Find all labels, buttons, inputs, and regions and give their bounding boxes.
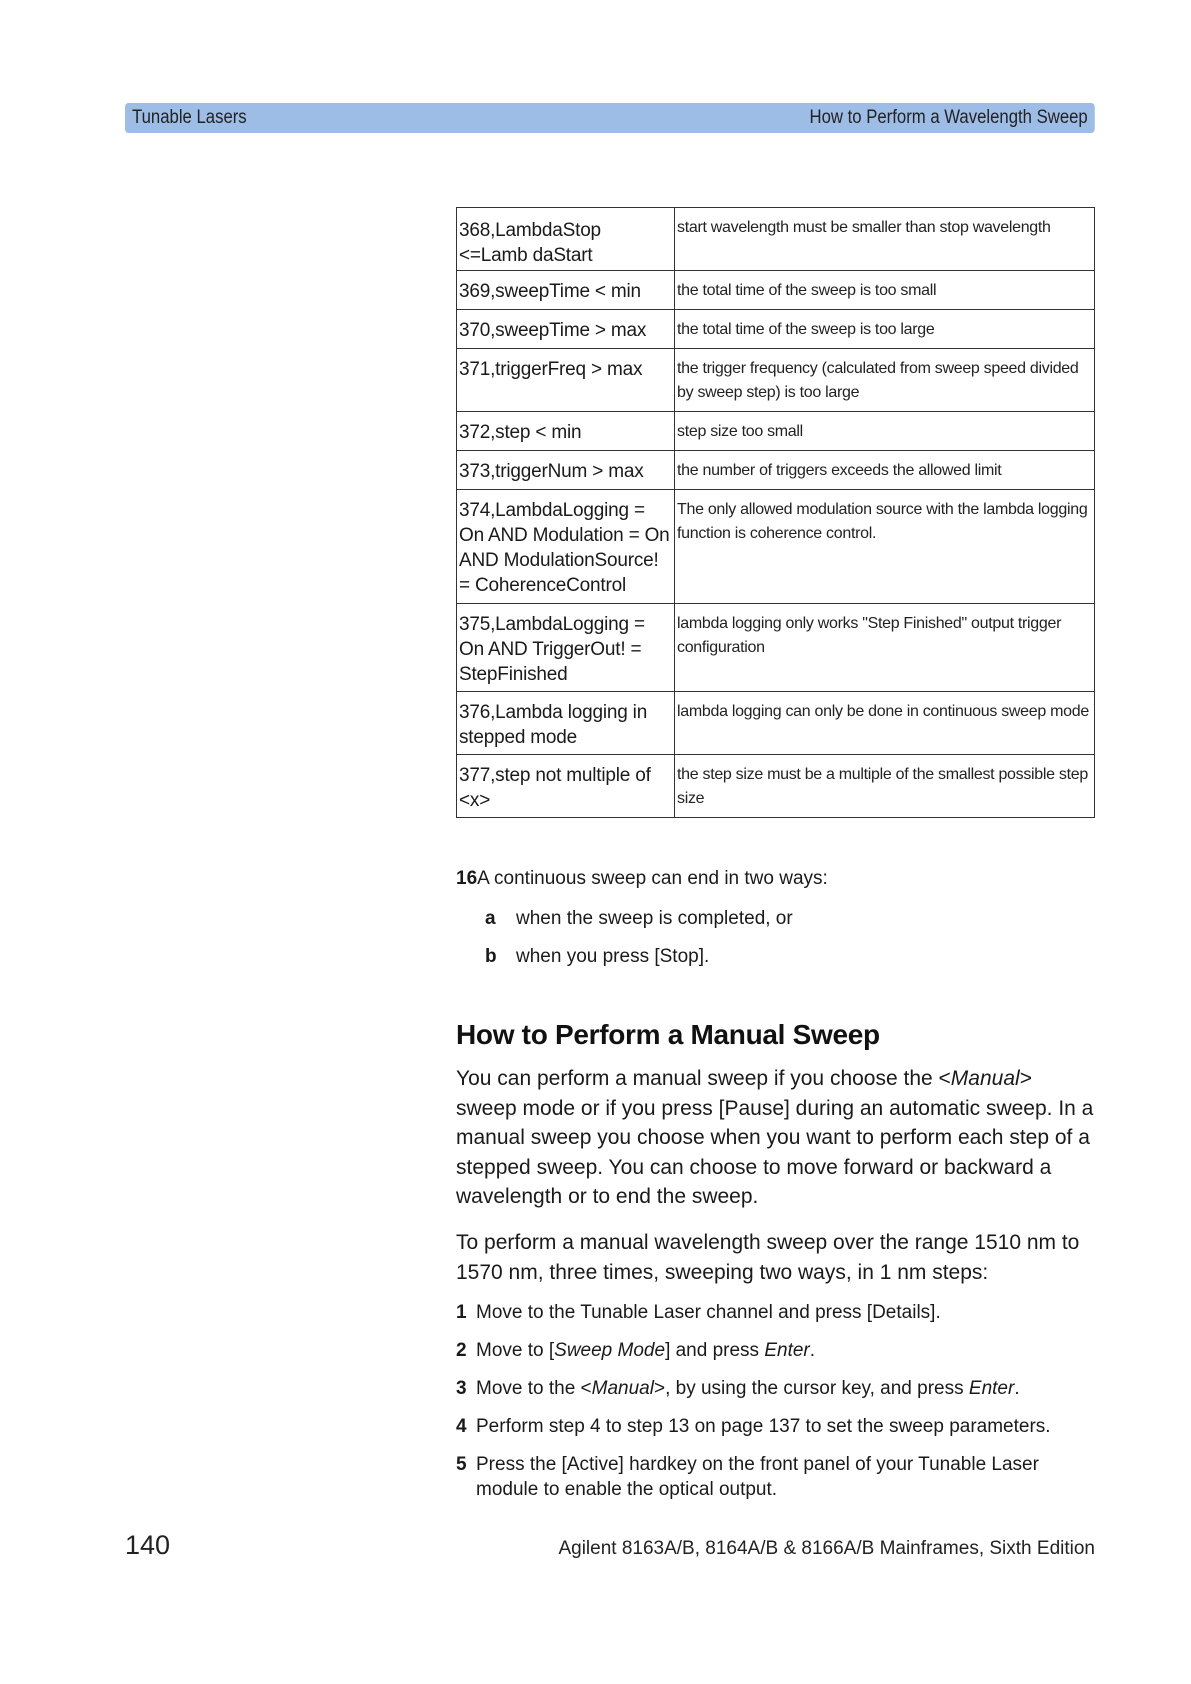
error-description: the trigger frequency (calculated from sweep speed divided by sweep step) is too large — [675, 349, 1095, 412]
error-code: 377,step not multiple of <x> — [457, 755, 675, 818]
procedure-step — [456, 1452, 1096, 1502]
error-code: 372,step < min — [457, 412, 675, 451]
step-text-a: Perform step 4 to step 13 on page 137 to set the sweep parameters. — [476, 1416, 1051, 1437]
procedure-step — [456, 1300, 1096, 1325]
error-description: start wavelength must be smaller than stop wavelength — [675, 208, 1095, 271]
table-row — [457, 692, 1095, 755]
step-number: 3 — [456, 1378, 467, 1399]
step-text-b: >, by using the cursor key, and press — [653, 1378, 969, 1399]
step-number: 16 — [456, 868, 478, 889]
step-text — [476, 1452, 1096, 1502]
step-text-b: ] and press — [665, 1340, 765, 1361]
procedure-step — [456, 1338, 1096, 1363]
table-row — [457, 349, 1095, 412]
step-emphasis: Manual — [591, 1378, 654, 1399]
step-text — [476, 1300, 1096, 1325]
table-row — [457, 271, 1095, 310]
table-row — [457, 451, 1095, 490]
error-code: 369,sweepTime < min — [457, 271, 675, 310]
step-text — [476, 1376, 1096, 1401]
table-row — [457, 755, 1095, 818]
substep-text: when the sweep is completed, or — [516, 908, 793, 929]
step-text-a: Move to [ — [476, 1340, 555, 1361]
error-description: the number of triggers exceeds the allowed limit — [675, 451, 1095, 490]
page-number: 140 — [125, 1530, 171, 1560]
substep-a — [485, 908, 793, 930]
running-header — [125, 103, 1095, 133]
table-row — [457, 490, 1095, 604]
intro-emphasis: Manual — [950, 1067, 1020, 1090]
error-code-table — [456, 207, 1095, 818]
error-description: step size too small — [675, 412, 1095, 451]
substep-b — [485, 946, 709, 968]
step-text — [476, 1338, 1096, 1363]
table-row — [457, 310, 1095, 349]
error-code: 373,triggerNum > max — [457, 451, 675, 490]
step-number: 5 — [456, 1454, 467, 1475]
procedure-intro: To perform a manual wavelength sweep over the range 1510 nm to 1570 nm, three times, sweeping two ways, in 1 nm steps: — [456, 1231, 1080, 1284]
error-code: 370,sweepTime > max — [457, 310, 675, 349]
error-code: 371,triggerFreq > max — [457, 349, 675, 412]
step-emphasis: Sweep Mode — [554, 1340, 666, 1361]
step-text: A continuous sweep can end in two ways: — [477, 868, 828, 889]
error-description: the total time of the sweep is too small — [675, 271, 1095, 310]
intro-paragraph — [456, 1064, 1096, 1212]
table-row — [457, 208, 1095, 271]
step-emphasis-2: Enter — [764, 1340, 810, 1361]
intro-text-a: You can perform a manual sweep if you choose the < — [456, 1067, 951, 1090]
step-text-a: Move to the Tunable Laser channel and press [Details]. — [476, 1302, 941, 1323]
error-description: the total time of the sweep is too large — [675, 310, 1095, 349]
step-text-a: Move to the < — [476, 1378, 592, 1399]
error-code: 375,LambdaLogging = On AND TriggerOut! = StepFinished — [457, 604, 675, 692]
error-description: the step size must be a multiple of the smallest possible step size — [675, 755, 1095, 818]
step-number: 4 — [456, 1416, 467, 1437]
step-16 — [456, 868, 828, 890]
error-code: 376,Lambda logging in stepped mode — [457, 692, 675, 755]
section-heading: How to Perform a Manual Sweep — [456, 1019, 880, 1050]
error-description: lambda logging only works "Step Finished" output trigger configuration — [675, 604, 1095, 692]
step-number: 1 — [456, 1302, 467, 1323]
error-description: lambda logging can only be done in continuous sweep mode — [675, 692, 1095, 755]
header-section: How to Perform a Wavelength Sweep — [809, 107, 1088, 128]
step-emphasis-2: Enter — [968, 1378, 1015, 1399]
step-text — [476, 1414, 1096, 1439]
step-text-c: . — [809, 1340, 816, 1361]
table-row — [457, 412, 1095, 451]
header-chapter: Tunable Lasers — [132, 107, 247, 128]
substep-text: when you press [Stop]. — [516, 946, 710, 967]
error-code: 368,LambdaStop <=Lamb daStart — [457, 208, 675, 271]
procedure-step — [456, 1414, 1096, 1439]
substep-label: a — [485, 908, 496, 929]
error-code: 374,LambdaLogging = On AND Modulation = On AND ModulationSource! = CoherenceControl — [457, 490, 675, 604]
table-row — [457, 604, 1095, 692]
substep-label: b — [485, 946, 497, 967]
intro-text-b: > sweep mode or if you press [Pause] during an automatic sweep. In a manual sweep you choose when you want to perform each step of a stepped sweep. You can choose to move forward or backward a wavelength or to end the sweep. — [456, 1067, 1094, 1208]
error-description: The only allowed modulation source with the lambda logging function is coherence control. — [675, 490, 1095, 604]
procedure-step — [456, 1376, 1096, 1401]
step-text-c: . — [1014, 1378, 1020, 1399]
step-number: 2 — [456, 1340, 467, 1361]
footer-title: Agilent 8163A/B, 8164A/B & 8166A/B Mainframes, Sixth Edition — [558, 1538, 1095, 1559]
step-text-a: Press the [Active] hardkey on the front panel of your Tunable Laser module to enable the optical output. — [476, 1454, 1039, 1500]
